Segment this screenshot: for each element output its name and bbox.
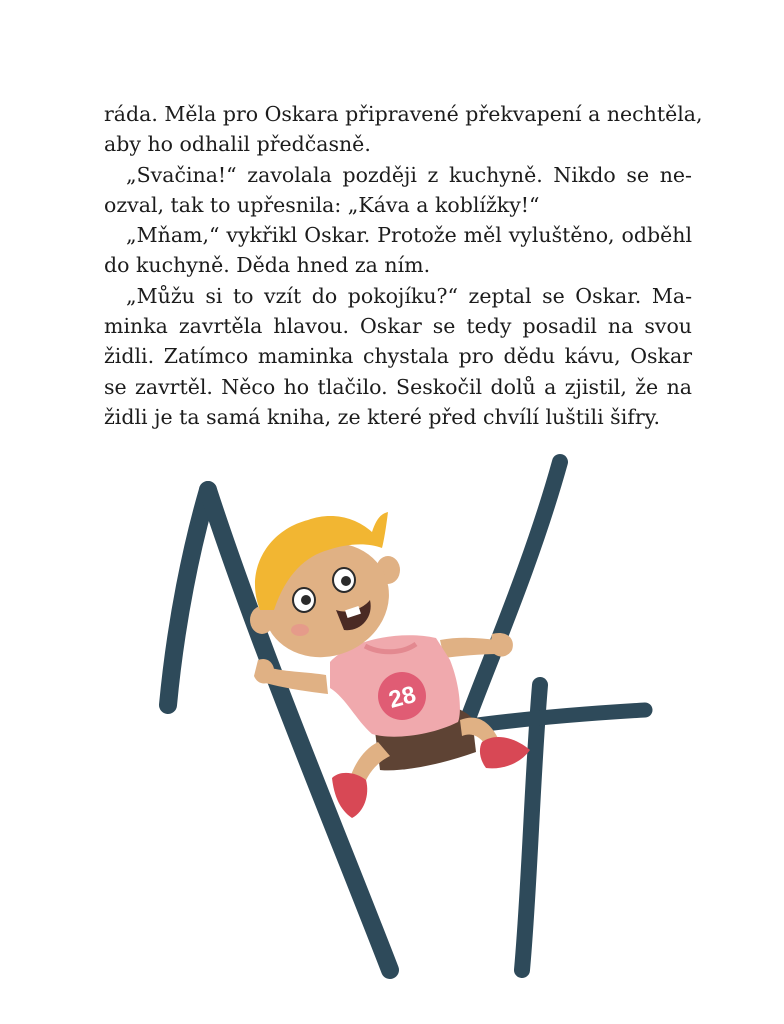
text-line: do kuchyně. Děda hned za ním.: [104, 253, 431, 278]
page-text: [104, 99, 703, 432]
boy-climbing-cipher-letters-illustration: [140, 450, 660, 990]
text-line: ozval, tak to upřesnila: „Káva a koblížky!“: [104, 192, 540, 217]
paragraph: [104, 281, 692, 432]
text-line: ráda. Měla pro Oskara připravené překvapení a nechtěla,: [104, 102, 703, 126]
paragraph: [104, 160, 692, 221]
text-line: se zavrtěl. Něco ho tlačilo. Seskočil dolů a zjistil, že na: [104, 374, 692, 399]
cheek: [291, 624, 309, 636]
pupil-left: [301, 595, 311, 605]
letter-stroke-left: [168, 490, 208, 705]
shirt-number: 28: [385, 680, 419, 714]
text-line: „Mňam,“ vykřikl Oskar. Protože měl vyluštěno, odběhl: [126, 223, 692, 248]
text-line: židli je ta samá kniha, ze které před chvílí luštili šifry.: [104, 404, 661, 429]
text-line: „Můžu si to vzít do pokojíku?“ zeptal se Oskar. Ma-: [126, 283, 692, 308]
paragraph: [104, 220, 692, 281]
letter-stroke-vertical: [522, 685, 540, 970]
hand-right: [490, 633, 513, 657]
shoe-right: [480, 737, 530, 768]
text-line: minka zavrtěla hlavou. Oskar se tedy posadil na svou: [104, 314, 692, 339]
text-line: „Svačina!“ zavolala později z kuchyně. Nikdo se ne-: [126, 162, 692, 187]
paragraph: [104, 99, 703, 160]
shoe-left: [332, 773, 367, 818]
text-line: židli. Zatímco maminka chystala pro dědu kávu, Oskar: [104, 344, 692, 369]
text-line: aby ho odhalil předčasně.: [104, 132, 371, 157]
pupil-right: [341, 576, 351, 586]
